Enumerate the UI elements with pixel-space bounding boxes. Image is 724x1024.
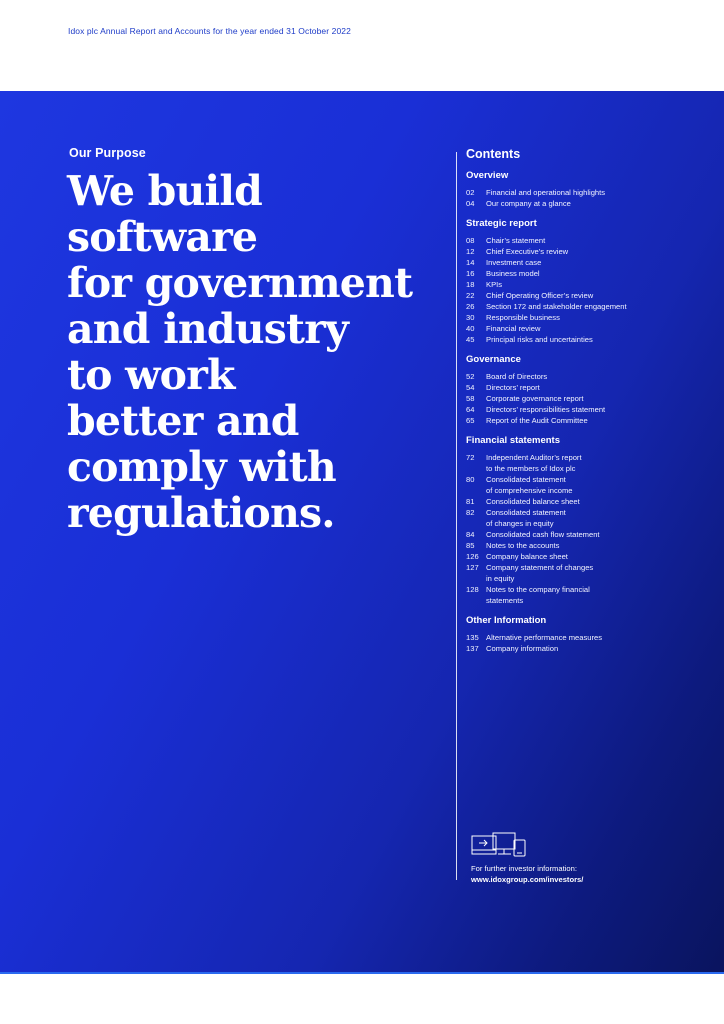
entry-page-number: 58 [466, 394, 475, 403]
entry-page-number: 12 [466, 247, 475, 256]
contents-entry-continued [466, 573, 706, 584]
contents-entry[interactable] [466, 632, 706, 643]
headline-line: comply with [67, 443, 336, 491]
entry-title: Alternative performance measures [486, 633, 603, 642]
entry-page-number: 18 [466, 280, 475, 289]
contents-entry[interactable] [466, 452, 706, 463]
contents-divider [456, 152, 457, 880]
entry-title: Company statement of changes [486, 563, 594, 572]
contents-entry[interactable] [466, 301, 706, 312]
contents-entry[interactable] [466, 323, 706, 334]
contents-entry-continued [466, 463, 706, 474]
entry-title: KPIs [486, 280, 503, 289]
contents-entry[interactable] [466, 496, 706, 507]
headline-line: and industry [67, 305, 349, 353]
entry-page-number: 08 [466, 236, 475, 245]
contents-entry[interactable] [466, 529, 706, 540]
entry-title: Investment case [486, 258, 542, 267]
entry-title: Chair’s statement [486, 236, 546, 245]
contents-entry[interactable] [466, 507, 706, 518]
entry-title: Financial and operational highlights [486, 188, 606, 197]
entry-page-number: 135 [466, 633, 479, 642]
investor-info [471, 863, 583, 885]
entry-title: Responsible business [486, 313, 560, 322]
entry-title: Principal risks and uncertainties [486, 335, 593, 344]
entry-page-number: 54 [466, 383, 475, 392]
headline-line: software [67, 213, 258, 261]
contents-entry[interactable] [466, 334, 706, 345]
contents-entry[interactable] [466, 187, 706, 198]
contents-section [466, 170, 706, 209]
entry-page-number: 80 [466, 475, 475, 484]
entry-page-number: 04 [466, 199, 475, 208]
entry-page-number: 85 [466, 541, 475, 550]
entry-title: Business model [486, 269, 540, 278]
contents-entry-continued [466, 518, 706, 529]
headline-line: to work [67, 351, 235, 399]
entry-page-number: 45 [466, 335, 475, 344]
entry-page-spacer [466, 573, 486, 584]
contents-entry[interactable] [466, 279, 706, 290]
entry-page-number: 137 [466, 644, 479, 653]
entry-title-continued: of changes in equity [486, 519, 554, 528]
contents-entry[interactable] [466, 257, 706, 268]
entry-title: Notes to the accounts [486, 541, 560, 550]
contents-entry[interactable] [466, 643, 706, 654]
entry-title: Consolidated balance sheet [486, 497, 580, 506]
contents-entry[interactable] [466, 198, 706, 209]
entry-page-number: 65 [466, 416, 475, 425]
entry-page-number: 40 [466, 324, 475, 333]
entry-title: Section 172 and stakeholder engagement [486, 302, 627, 311]
contents-section [466, 615, 706, 654]
entry-title: Chief Operating Officer’s review [486, 291, 594, 300]
contents-entry[interactable] [466, 290, 706, 301]
contents-entry[interactable] [466, 474, 706, 485]
entry-page-number: 127 [466, 563, 479, 572]
contents-entry[interactable] [466, 371, 706, 382]
contents-entry[interactable] [466, 562, 706, 573]
entry-page-spacer [466, 518, 486, 529]
section-title: Other Information [466, 615, 547, 626]
contents-entry[interactable] [466, 393, 706, 404]
entry-page-number: 64 [466, 405, 475, 414]
contents-entry[interactable] [466, 246, 706, 257]
headline-line: regulations. [67, 489, 335, 537]
headline-line: We build [67, 167, 262, 215]
entry-title-continued: to the members of Idox plc [486, 464, 576, 473]
entry-title: Corporate governance report [486, 394, 584, 403]
entry-title: Notes to the company financial [486, 585, 590, 594]
devices-icon [471, 832, 527, 858]
contents-title: Contents [466, 147, 521, 161]
bottom-rule [0, 972, 724, 974]
contents-entry[interactable] [466, 551, 706, 562]
entry-page-number: 52 [466, 372, 475, 381]
entry-title: Report of the Audit Committee [486, 416, 588, 425]
entry-page-number: 84 [466, 530, 475, 539]
entry-page-spacer [466, 463, 486, 474]
entry-title: Consolidated cash flow statement [486, 530, 600, 539]
contents-section [466, 435, 706, 606]
section-title: Overview [466, 170, 509, 181]
contents-sections [466, 170, 706, 654]
investor-label: For further investor information: [471, 864, 577, 873]
headline-line: better and [67, 397, 299, 445]
headline-line: for government [67, 259, 413, 307]
contents-entry[interactable] [466, 235, 706, 246]
entry-title: Company balance sheet [486, 552, 568, 561]
contents-entry[interactable] [466, 404, 706, 415]
entry-title: Directors’ responsibilities statement [486, 405, 606, 414]
contents-list [466, 146, 706, 663]
entry-title: Financial review [486, 324, 541, 333]
entry-page-number: 14 [466, 258, 475, 267]
entry-title: Directors’ report [486, 383, 540, 392]
purpose-label: Our Purpose [69, 146, 146, 160]
entry-title: Independent Auditor’s report [486, 453, 582, 462]
entry-page-number: 02 [466, 188, 475, 197]
contents-entry-continued [466, 595, 706, 606]
entry-page-number: 16 [466, 269, 475, 278]
contents-entry[interactable] [466, 312, 706, 323]
entry-page-number: 81 [466, 497, 475, 506]
contents-entry[interactable] [466, 382, 706, 393]
entry-page-number: 72 [466, 453, 475, 462]
entry-page-number: 126 [466, 552, 479, 561]
entry-title: Consolidated statement [486, 508, 566, 517]
entry-page-number: 22 [466, 291, 475, 300]
entry-page-number: 82 [466, 508, 475, 517]
entry-title-continued: of comprehensive income [486, 486, 573, 495]
entry-page-spacer [466, 595, 486, 606]
entry-title: Chief Executive’s review [486, 247, 569, 256]
contents-entry[interactable] [466, 540, 706, 551]
section-title: Governance [466, 354, 521, 365]
entry-title: Company information [486, 644, 559, 653]
contents-entry[interactable] [466, 268, 706, 279]
entry-page-spacer [466, 485, 486, 496]
entry-page-number: 26 [466, 302, 475, 311]
investor-link[interactable]: www.idoxgroup.com/investors/ [471, 875, 584, 884]
running-header: Idox plc Annual Report and Accounts for the year ended 31 October 2022 [68, 26, 351, 36]
entry-title: Consolidated statement [486, 475, 566, 484]
entry-page-number: 128 [466, 585, 479, 594]
purpose-headline [67, 168, 447, 536]
entry-page-number: 30 [466, 313, 475, 322]
entry-title: Our company at a glance [486, 199, 571, 208]
entry-title-continued: in equity [486, 574, 515, 583]
section-title: Strategic report [466, 218, 537, 229]
contents-section [466, 354, 706, 426]
contents-entry[interactable] [466, 584, 706, 595]
section-title: Financial statements [466, 435, 560, 446]
contents-entry-continued [466, 485, 706, 496]
entry-title: Board of Directors [486, 372, 548, 381]
contents-section [466, 218, 706, 345]
entry-title-continued: statements [486, 596, 524, 605]
contents-entry[interactable] [466, 415, 706, 426]
